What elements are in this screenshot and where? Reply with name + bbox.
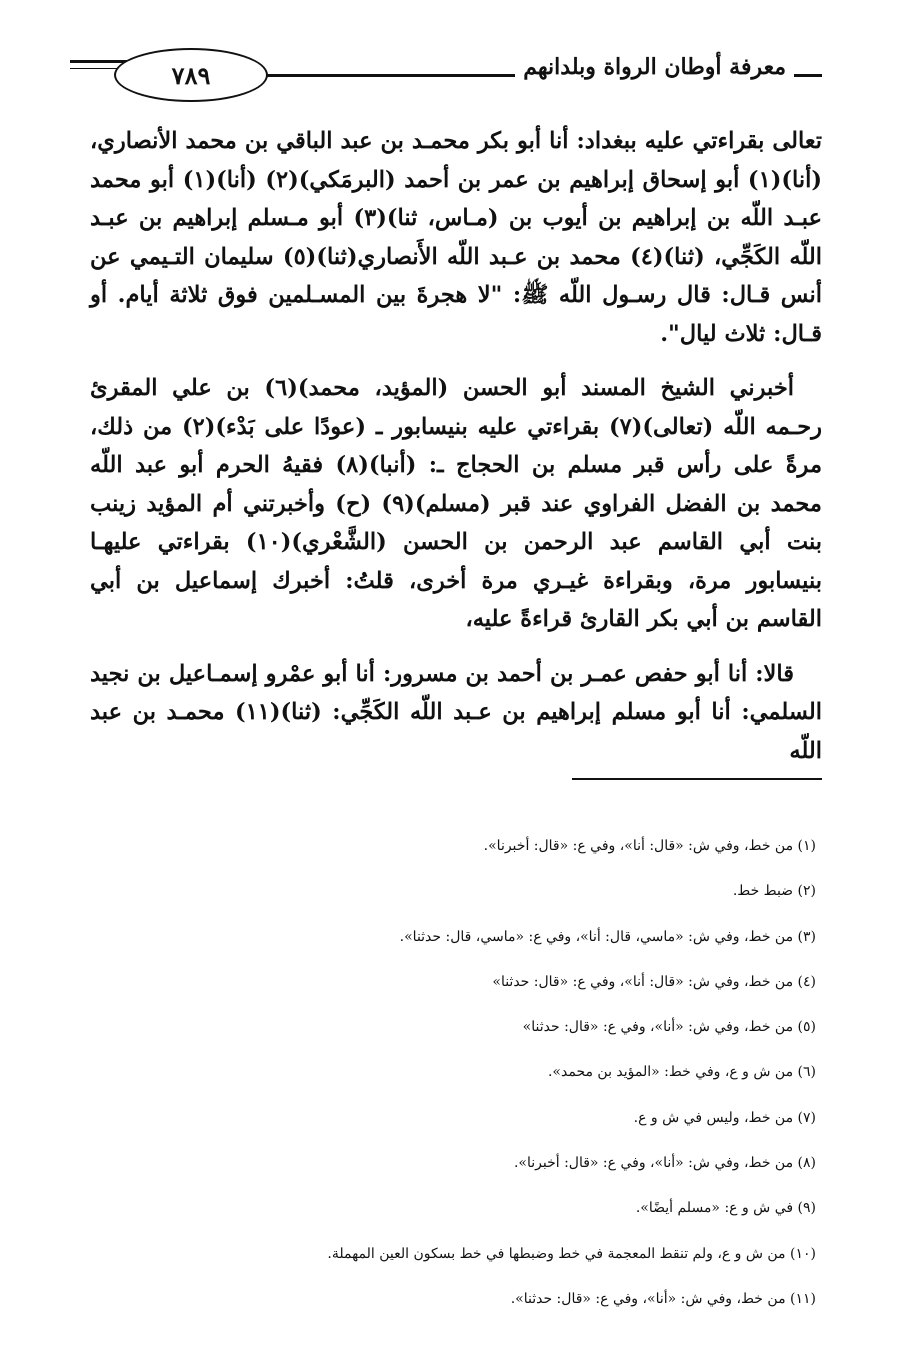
footnote-4: (٤) من خط، وفي ش: «قال: أنا»، وفي ع: «قال: حدثنا» (492, 973, 816, 990)
footnote-9: (٩) في ش و ع: «مسلم أيضًا». (635, 1200, 816, 1217)
footnote-5: (٥) من خط، وفي ش: «أنا»، وفي ع: «قال: حدثنا» (522, 1019, 816, 1036)
page-number: ٧٨٩ (114, 48, 268, 102)
paragraph-2: أخبرني الشيخ المسند أبو الحسن (المؤيد، محمد)(٦) بن علي المقرئ رحـمه اللّه (تعالى)(٧) بقراءتي عليه بنيسابور ـ (عودًا على بَدْء)(٢) من ذلك، مرةً على رأس قبر مسلم بن الحجاج ـ: (أنبا)(٨) فقيهُ الحرم أبو عبد اللّه محمد بن الفضل الفراوي عند قبر (مسلم)(٩) (ح) وأخبرتني أم المؤيد زينب بنت أبي القاسم عبد الرحمن بن الحسن (الشَّعْري)(١٠) بقراءتي عليهـا بنيسابور مرة، وبقراءة غيـري مرة أخرى، قلتُ: أخبرك إسماعيل بن أبي القاسم بن أبي بكر القارئ قراءةً عليه، (90, 375, 822, 632)
footnote-separator (572, 778, 822, 780)
footnote-2: (٢) ضبط خط. (732, 883, 816, 900)
main-text (90, 122, 822, 786)
footnote-7: (٧) من خط، وليس في ش و ع. (633, 1109, 816, 1126)
footnote-6: (٦) من ش و ع، وفي خط: «المؤيد بن محمد». (547, 1064, 816, 1081)
header-rule-right-end (792, 74, 822, 77)
page-header (70, 44, 822, 102)
paragraph-3: قالا: أنا أبو حفص عمـر بن أحمد بن مسرور: أنا أبو عمْرو إسمـاعيل بن نجيد السلمي: أنا أبو مسلم إبراهيم بن عـبد اللّه الكَجِّي: (ثنا)(١١) محمـد بن عبد اللّه (90, 660, 823, 764)
footnote-8: (٨) من خط، وفي ش: «أنا»، وفي ع: «قال: أخبرنا». (513, 1155, 816, 1172)
footnote-1: (١) من خط، وفي ش: «قال: أنا»، وفي ع: «قال: أخبرنا». (483, 838, 816, 854)
footnote-3: (٣) من خط، وفي ش: «ماسي، قال: أنا»، وفي ع: «ماسي، قال: حدثنا». (399, 928, 816, 945)
footnotes (86, 836, 816, 1334)
running-title: معرفة أوطان الرواة وبلدانهم (515, 54, 794, 80)
footnote-10: (١٠) من ش و ع، ولم تنقط المعجمة في خط وضبطها في خط بسكون العين المهملة. (327, 1245, 816, 1262)
footnote-11: (١١) من خط، وفي ش: «أنا»، وفي ع: «قال: حدثنا». (510, 1290, 816, 1307)
header-rule-right (260, 74, 530, 77)
paragraph-1: تعالى بقراءتي عليه ببغداد: أنا أبو بكر محمـد بن عبد الباقي بن محمد الأنصاري، (أنا)(١) أبو إسحاق إبراهيم بن عمر بن أحمد (البرمَكي)(٢) (أنا)(١) أبو محمد عبـد اللّه بن إبراهيم بن أيوب بن (مـاس، ثنا)(٣) أبو مـسلم إبراهيم بن عبـد اللّه الكَجِّي، (ثنا)(٤) محمد بن عـبد اللّه الأَنصاري(ثنا)(٥) سليمان التـيمي عن أنس قـال: قال رسـول اللّه ﷺ: "لا هجرةَ بين المسـلمين فوق ثلاثة أيام. أو قـال: ثلاث ليال". (90, 128, 822, 347)
